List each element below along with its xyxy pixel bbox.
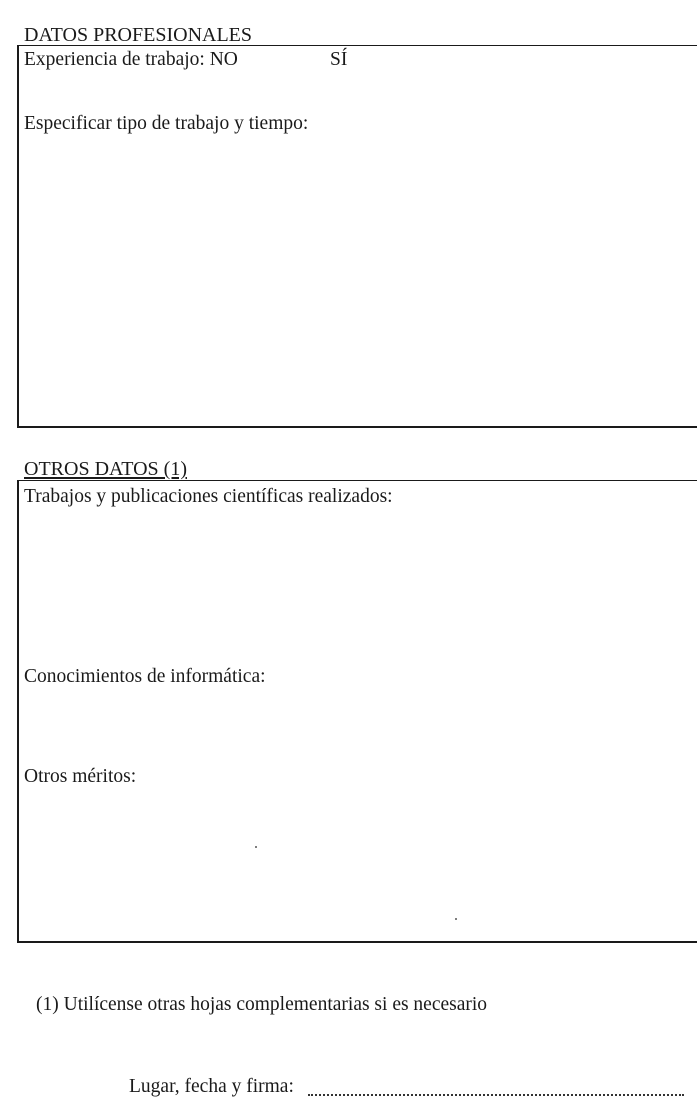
section-title-datos-profesionales: DATOS PROFESIONALES — [24, 24, 253, 46]
stray-dot — [455, 918, 457, 920]
signature-label: Lugar, fecha y firma: — [129, 1076, 294, 1097]
otros-datos-box — [17, 480, 697, 943]
section-title-otros-datos: OTROS DATOS (1) — [24, 458, 187, 480]
specify-work-label: Especificar tipo de trabajo y tiempo: — [24, 113, 309, 134]
experience-yes-option[interactable]: SÍ — [330, 49, 348, 70]
signature-line[interactable] — [308, 1094, 684, 1096]
footnote: (1) Utilícense otras hojas complementarias si es necesario — [36, 994, 488, 1015]
experience-label: Experiencia de trabajo: NO — [24, 49, 238, 70]
other-merits-label: Otros méritos: — [24, 766, 137, 787]
publications-label: Trabajos y publicaciones científicas realizados: — [24, 486, 393, 507]
computing-knowledge-label: Conocimientos de informática: — [24, 666, 266, 687]
stray-dot — [255, 846, 257, 848]
datos-profesionales-box — [17, 45, 697, 428]
